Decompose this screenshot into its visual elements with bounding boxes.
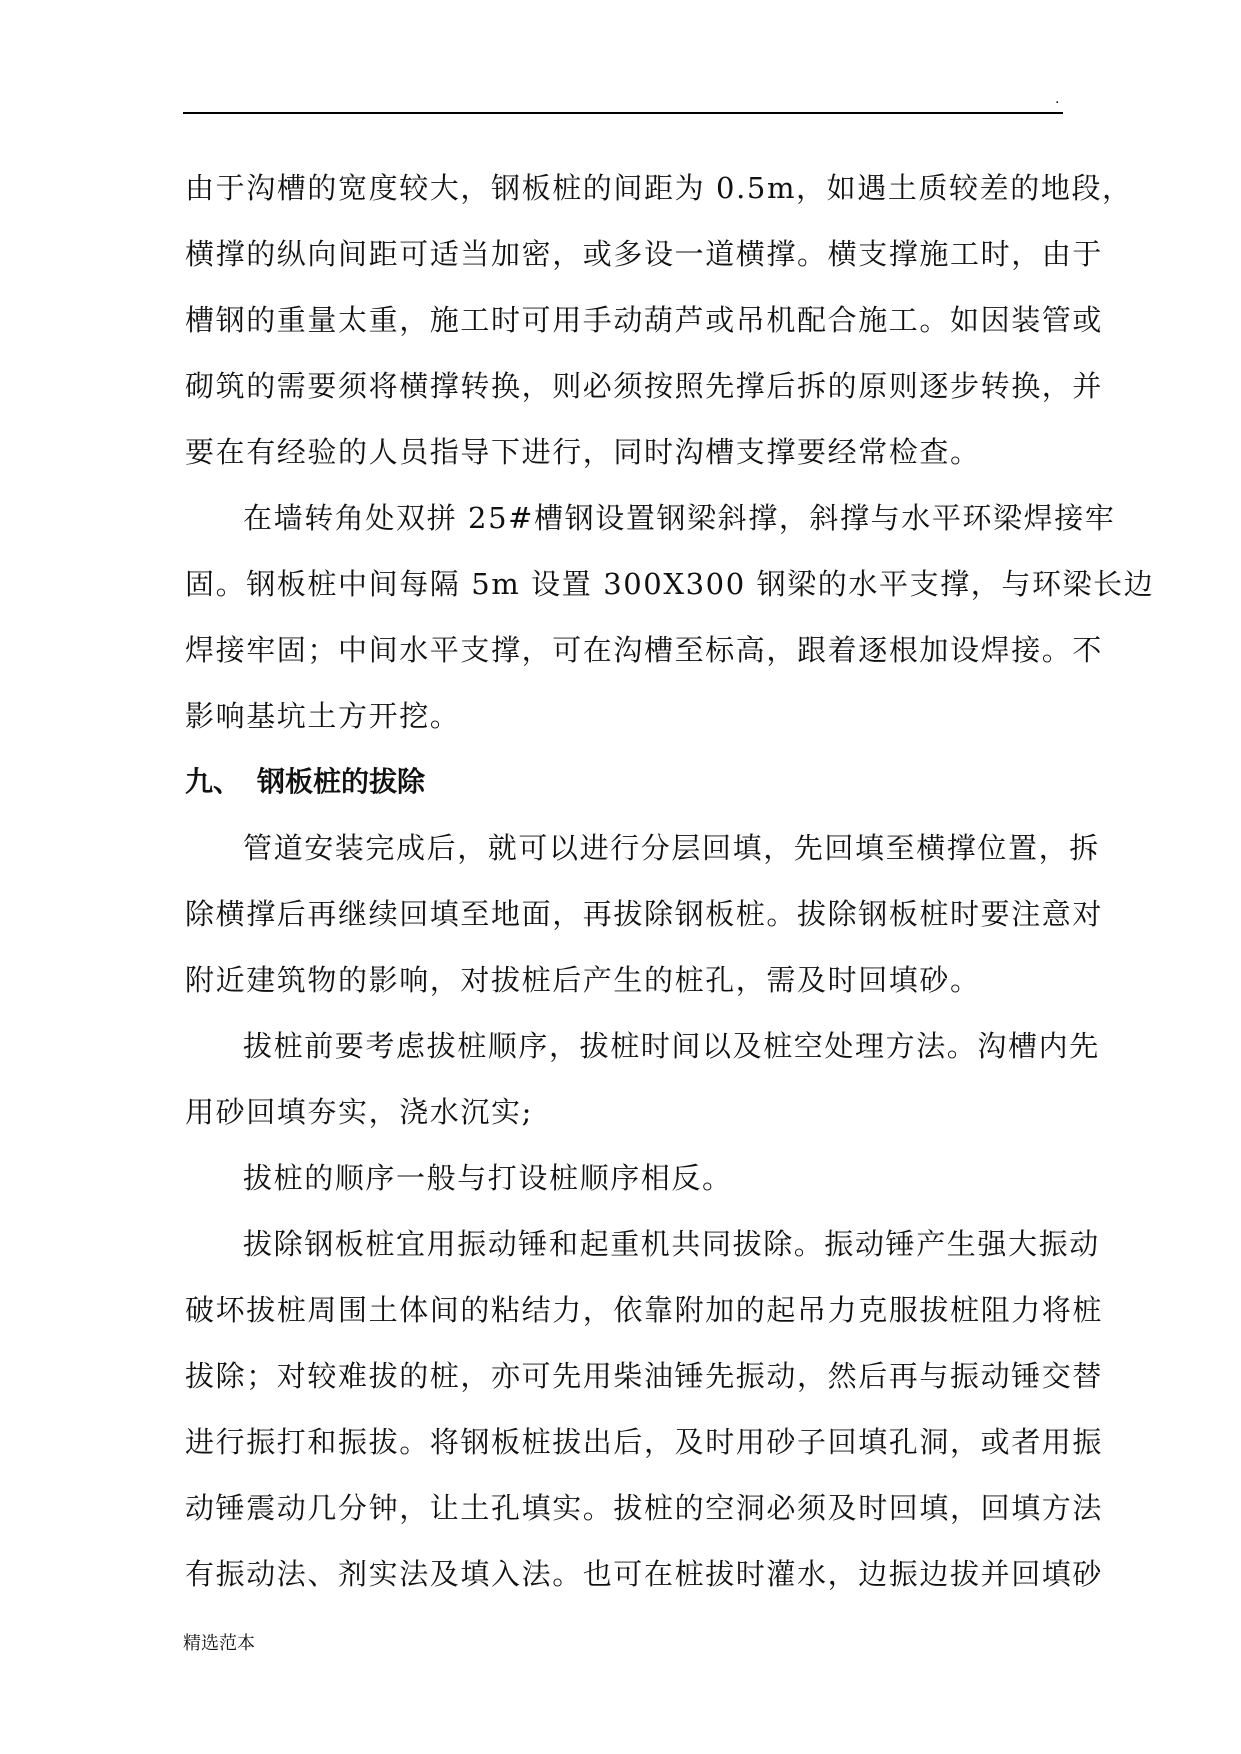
paragraph-trench-bracing [185, 155, 1133, 485]
paragraph-corner-bracing [185, 485, 1155, 749]
paragraph-line: 在墙转角处双拼 25#槽钢设置钢梁斜撑，斜撑与水平环梁焊接牢 [243, 501, 1116, 535]
paragraph-line: 拔除；对较难拔的桩，亦可先用柴油锤先振动，然后再与振动锤交替 [185, 1359, 1104, 1393]
paragraph-line: 焊接牢固；中间水平支撑，可在沟槽至标高，跟着逐根加设焊接。不 [185, 633, 1104, 667]
paragraph-line: 破坏拔桩周围土体间的粘结力，依靠附加的起吊力克服拔桩阻力将桩 [185, 1293, 1104, 1327]
paragraph-line: 横撑的纵向间距可适当加密，或多设一道横撑。横支撑施工时，由于 [185, 237, 1104, 271]
header-mark: . [1055, 91, 1060, 107]
paragraph-line: 槽钢的重量太重，施工时可用手动葫芦或吊机配合施工。如因装管或 [185, 303, 1104, 337]
page-body [185, 155, 1155, 1607]
paragraph-line: 影响基坑土方开挖。 [185, 699, 461, 733]
paragraph-line: 砌筑的需要须将横撑转换，则必须按照先撑后拆的原则逐步转换，并 [185, 369, 1104, 403]
paragraph-line: 拔除钢板桩宜用振动锤和起重机共同拔除。振动锤产生强大振动 [243, 1227, 1100, 1261]
paragraph-line: 拔桩的顺序一般与打设桩顺序相反。 [243, 1161, 733, 1195]
paragraph-backfill [185, 815, 1104, 1013]
section-number: 九、 [185, 765, 242, 798]
paragraph-line: 固。钢板桩中间每隔 5m 设置 300X300 钢梁的水平支撑，与环梁长边 [185, 567, 1155, 601]
paragraph-line: 要在有经验的人员指导下进行，同时沟槽支撑要经常检查。 [185, 435, 981, 469]
paragraph-line: 有振动法、剂实法及填入法。也可在桩拔时灌水，边振边拔并回填砂 [185, 1557, 1104, 1591]
paragraph-line: 由于沟槽的宽度较大，钢板桩的间距为 0.5m，如遇土质较差的地段， [185, 171, 1133, 205]
paragraph-line: 附近建筑物的影响，对拔桩后产生的桩孔，需及时回填砂。 [185, 963, 981, 997]
paragraph-line: 动锤震动几分钟，让土孔填实。拔桩的空洞必须及时回填，回填方法 [185, 1491, 1104, 1525]
paragraph-line: 进行振打和振拔。将钢板桩拔出后，及时用砂子回填孔洞，或者用振 [185, 1425, 1104, 1459]
paragraph-extraction-method [185, 1211, 1104, 1607]
paragraph-extraction-planning [185, 1013, 1100, 1145]
paragraph-line: 用砂回填夯实，浇水沉实; [185, 1095, 533, 1129]
paragraph-line: 管道安装完成后，就可以进行分层回填，先回填至横撑位置，拆 [243, 831, 1100, 865]
section-title: 钢板桩的拔除 [257, 765, 426, 798]
header-rule [183, 112, 1063, 114]
page-footer: 精选范本 [183, 1633, 255, 1654]
paragraph-extraction-order [185, 1145, 1060, 1211]
paragraph-line: 除横撑后再继续回填至地面，再拔除钢板桩。拔除钢板桩时要注意对 [185, 897, 1104, 931]
section-heading [185, 749, 1060, 815]
paragraph-line: 拔桩前要考虑拔桩顺序，拔桩时间以及桩空处理方法。沟槽内先 [243, 1029, 1100, 1063]
